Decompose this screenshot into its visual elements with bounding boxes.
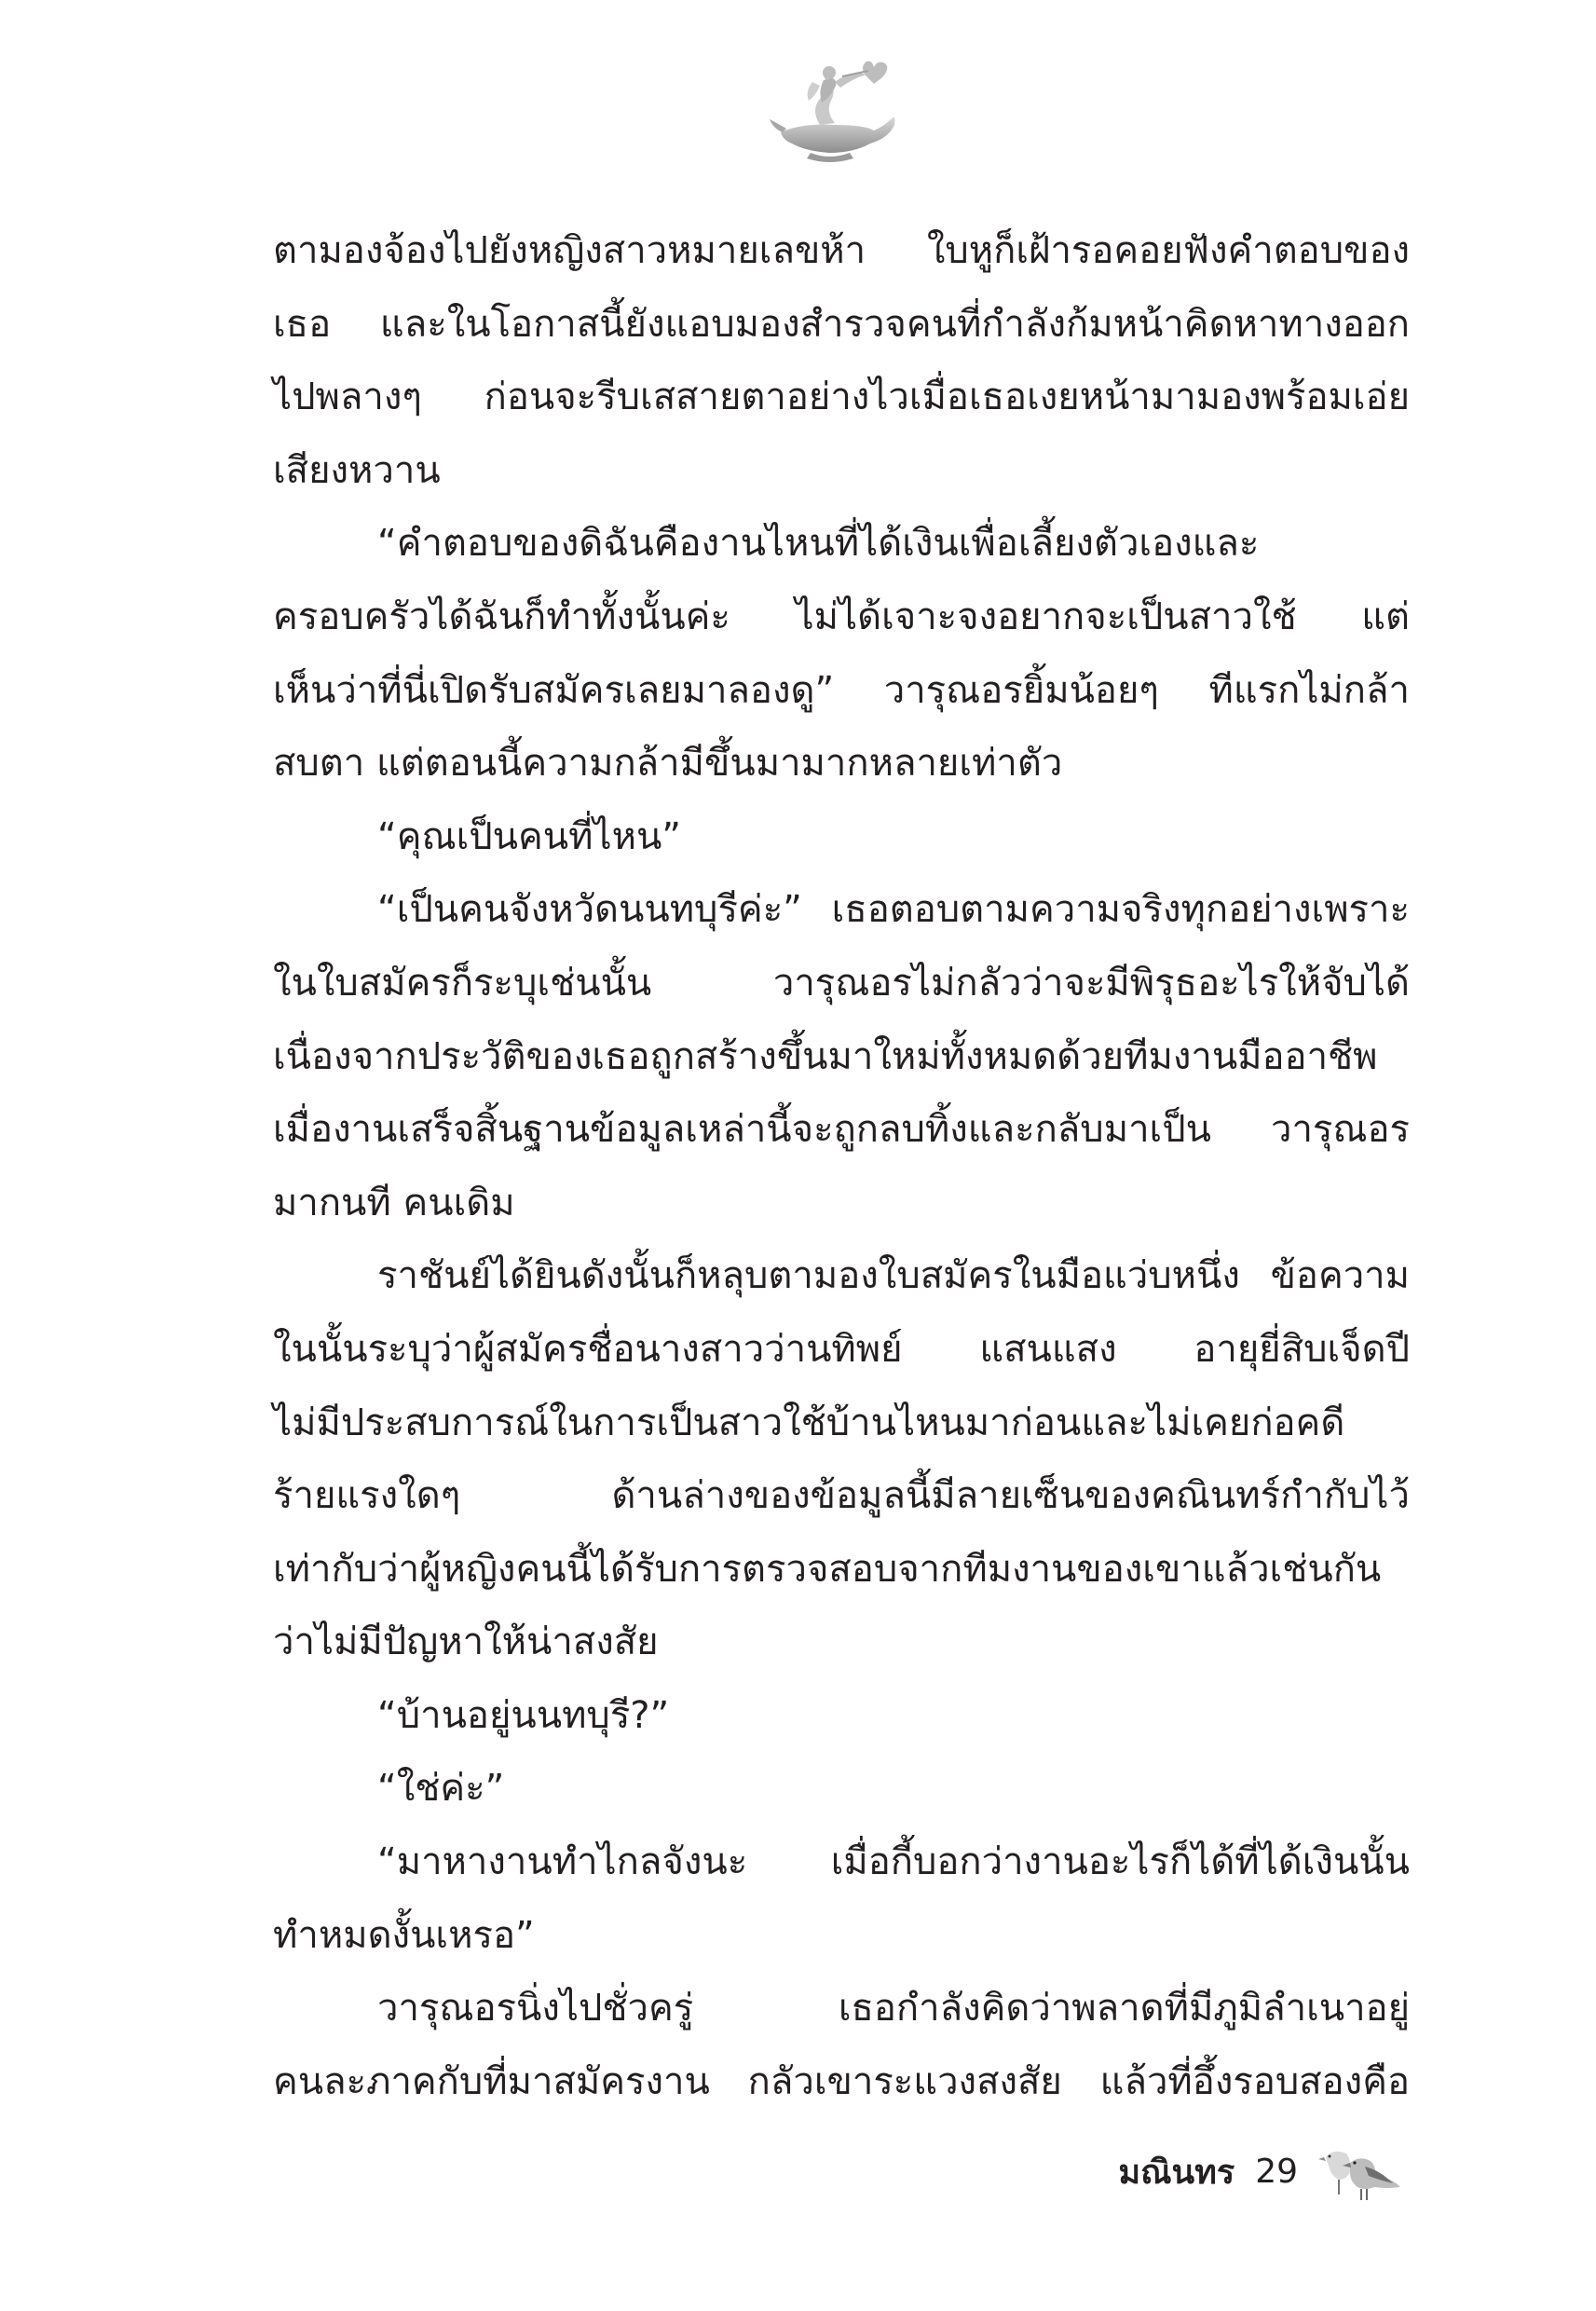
- text-line: “ใช่ค่ะ”: [377, 1767, 505, 1811]
- text-line: “คุณเป็นคนที่ไหน”: [377, 814, 682, 858]
- text-line: ไปพลางๆ ก่อนจะรีบเสสายตาอย่างไวเมื่อเธอเงยหน้ามามองพร้อมเอ่ย: [273, 376, 1410, 419]
- text-line: ราชันย์ได้ยินดังนั้นก็หลุบตามองใบสมัครในมือแว่บหนึ่ง ข้อความ: [377, 1254, 1410, 1298]
- seagulls-icon: [1318, 2139, 1402, 2204]
- book-title: มณินทร: [1118, 2153, 1235, 2192]
- text-line: วารุณอรนิ่งไปชั่วครู่ เธอกำลังคิดว่าพลาดที่มีภูมิลำเนาอยู่: [377, 1987, 1410, 2031]
- text-line: เสียงหวาน: [273, 448, 441, 492]
- text-line: ครอบครัวได้ฉันก็ทำทั้งนั้นค่ะ ไม่ได้เจาะจงอยากจะเป็นสาวใช้ แต่: [273, 595, 1410, 638]
- text-line: ไม่มีประสบการณ์ในการเป็นสาวใช้บ้านไหนมาก่อนและไม่เคยก่อคดี: [273, 1401, 1345, 1444]
- page-footer: [1118, 2134, 1402, 2208]
- text-line: ตามองจ้องไปยังหญิงสาวหมายเลขห้า ใบหูก็เฝ้ารอคอยฟังคำตอบของ: [273, 229, 1410, 272]
- text-line: เนื่องจากประวัติของเธอถูกสร้างขึ้นมาใหม่ทั้งหมดด้วยทีมงานมืออาชีพ: [273, 1034, 1378, 1078]
- text-line: มากนที คนเดิม: [273, 1181, 515, 1224]
- text-line: คนละภาคกับที่มาสมัครงาน กลัวเขาระแวงสงสัย แล้วที่อึ้งรอบสองคือ: [273, 2059, 1410, 2103]
- page-number: 29: [1255, 2152, 1298, 2191]
- text-line: “เป็นคนจังหวัดนนทบุรีค่ะ” เธอตอบตามความจริงทุกอย่างเพราะ: [377, 888, 1410, 932]
- text-line: เท่ากับว่าผู้หญิงคนนี้ได้รับการตรวจสอบจากทีมงานของเขาแล้วเช่นกัน: [273, 1547, 1382, 1591]
- text-line: “คำตอบของดิฉันคืองานไหนที่ได้เงินเพื่อเลี้ยงตัวเองและ: [377, 522, 1260, 566]
- text-line: ทำหมดงั้นเหรอ”: [273, 1913, 535, 1957]
- text-line: ร้ายแรงใดๆ ด้านล่างของข้อมูลนี้มีลายเซ็นของคณินทร์กำกับไว้: [273, 1474, 1410, 1518]
- text-line: เธอ และในโอกาสนี้ยังแอบมองสำรวจคนที่กำลังก้มหน้าคิดหาทางออก: [273, 302, 1410, 346]
- text-line: ในใบสมัครก็ระบุเช่นนั้น วารุณอรไม่กลัวว่าจะมีพิรุธอะไรให้จับได้: [273, 961, 1410, 1005]
- text-line: เห็นว่าที่นี่เปิดรับสมัครเลยมาลองดู” วารุณอรยิ้มน้อยๆ ทีแรกไม่กล้า: [273, 668, 1410, 712]
- text-line: “บ้านอยู่นนทบุรี?”: [377, 1693, 670, 1737]
- text-line: “มาหางานทำไกลจังนะ เมื่อกี้บอกว่างานอะไรก็ได้ที่ได้เงินนั้น: [377, 1840, 1410, 1884]
- text-line: ในนั้นระบุว่าผู้สมัครชื่อนางสาวว่านทิพย์ แสนแสง อายุยี่สิบเจ็ดปี: [273, 1327, 1410, 1371]
- text-line: เมื่องานเสร็จสิ้นฐานข้อมูลเหล่านี้จะถูกลบทิ้งและกลับมาเป็น วารุณอร: [273, 1108, 1410, 1152]
- text-line: สบตา แต่ตอนนี้ความกล้ามีขึ้นมามากหลายเท่าตัว: [273, 742, 1063, 786]
- body-text: [273, 214, 1410, 2118]
- text-line: ว่าไม่มีปัญหาให้น่าสงสัย: [273, 1620, 659, 1664]
- genie-lamp-cupid-icon: [764, 54, 904, 166]
